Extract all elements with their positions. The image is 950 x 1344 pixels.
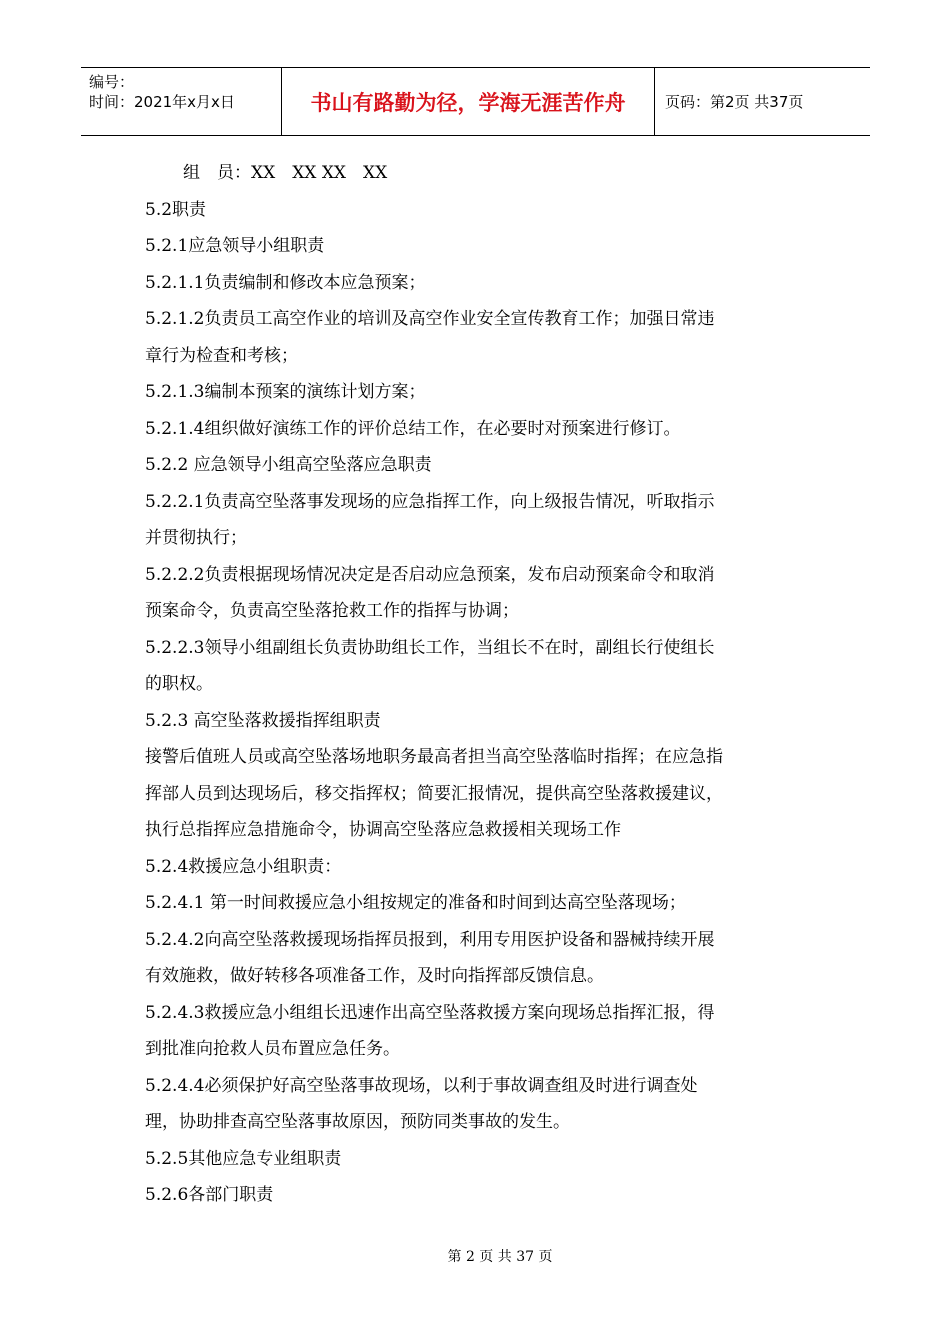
body-line: 5.2.2.1负责高空坠落事发现场的应急指挥工作，向上级报告情况，听取指示 — [145, 491, 715, 512]
header-page-info: 页码：第2页 共37页 — [665, 93, 804, 111]
body-line: 挥部人员到达现场后，移交指挥权；简要汇报情况，提供高空坠落救援建议， — [145, 783, 723, 804]
body-line: 章行为检查和考核； — [145, 345, 298, 366]
body-line: 到批准向抢救人员布置应急任务。 — [145, 1039, 400, 1059]
header-meta — [81, 68, 282, 135]
header-motto: 书山有路勤为径，学海无涯苦作舟 — [282, 68, 655, 135]
body-line: 5.2.1应急领导小组职责 — [145, 236, 325, 256]
body-line: 5.2.6各部门职责 — [145, 1185, 274, 1205]
body-line: 5.2.3 高空坠落救援指挥组职责 — [145, 710, 381, 731]
body-line: 5.2.5其他应急专业组职责 — [145, 1148, 342, 1169]
body-line: 的职权。 — [145, 674, 213, 694]
body-line: 5.2.1.4组织做好演练工作的评价总结工作，在必要时对预案进行修订。 — [145, 418, 681, 439]
body-line: 5.2.4.3救援应急小组组长迅速作出高空坠落救援方案向现场总指挥汇报，得 — [145, 1002, 715, 1023]
body-line: 5.2职责 — [145, 199, 207, 220]
document-date: 时间：2021年x月x日 — [89, 93, 235, 111]
body-line: 并贯彻执行； — [145, 528, 247, 548]
body-line: 5.2.1.3编制本预案的演练计划方案； — [145, 382, 426, 402]
body-line: 5.2.4.4必须保护好高空坠落事故现场，以利于事故调查组及时进行调查处 — [145, 1075, 698, 1096]
body-line: 5.2.2.2负责根据现场情况决定是否启动应急预案，发布启动预案命令和取消 — [145, 564, 715, 585]
body-line: 5.2.4.2向高空坠落救援现场指挥员报到，利用专用医护设备和器械持续开展 — [145, 929, 715, 950]
document-number-label: 编号： — [89, 73, 135, 91]
body-line: 5.2.2.3领导小组副组长负责协助组长工作，当组长不在时，副组长行使组长 — [145, 637, 715, 658]
body-line: 有效施救，做好转移各项准备工作，及时向指挥部反馈信息。 — [145, 966, 604, 986]
body-line: 理，协助排查高空坠落事故原因，预防同类事故的发生。 — [145, 1112, 570, 1132]
body-line: 组 员：XX XX XX XX — [183, 163, 388, 183]
body-line: 接警后值班人员或高空坠落场地职务最高者担当高空坠落临时指挥；在应急指 — [145, 747, 723, 767]
body-line: 预案命令，负责高空坠落抢救工作的指挥与协调； — [145, 601, 519, 621]
body-line: 5.2.2 应急领导小组高空坠落应急职责 — [145, 455, 432, 475]
body-line: 5.2.4救援应急小组职责： — [145, 856, 342, 877]
page-header — [81, 67, 870, 136]
body-line: 执行总指挥应急措施命令，协调高空坠落应急救援相关现场工作 — [145, 820, 621, 840]
body-line: 5.2.1.2负责员工高空作业的培训及高空作业安全宣传教育工作；加强日常违 — [145, 309, 715, 329]
body-line: 5.2.4.1 第一时间救援应急小组按规定的准备和时间到达高空坠落现场； — [145, 893, 686, 913]
document-body — [145, 155, 813, 1214]
body-line: 5.2.1.1负责编制和修改本应急预案； — [145, 272, 426, 293]
page-footer: 第 2 页 共 37 页 — [447, 1249, 553, 1265]
